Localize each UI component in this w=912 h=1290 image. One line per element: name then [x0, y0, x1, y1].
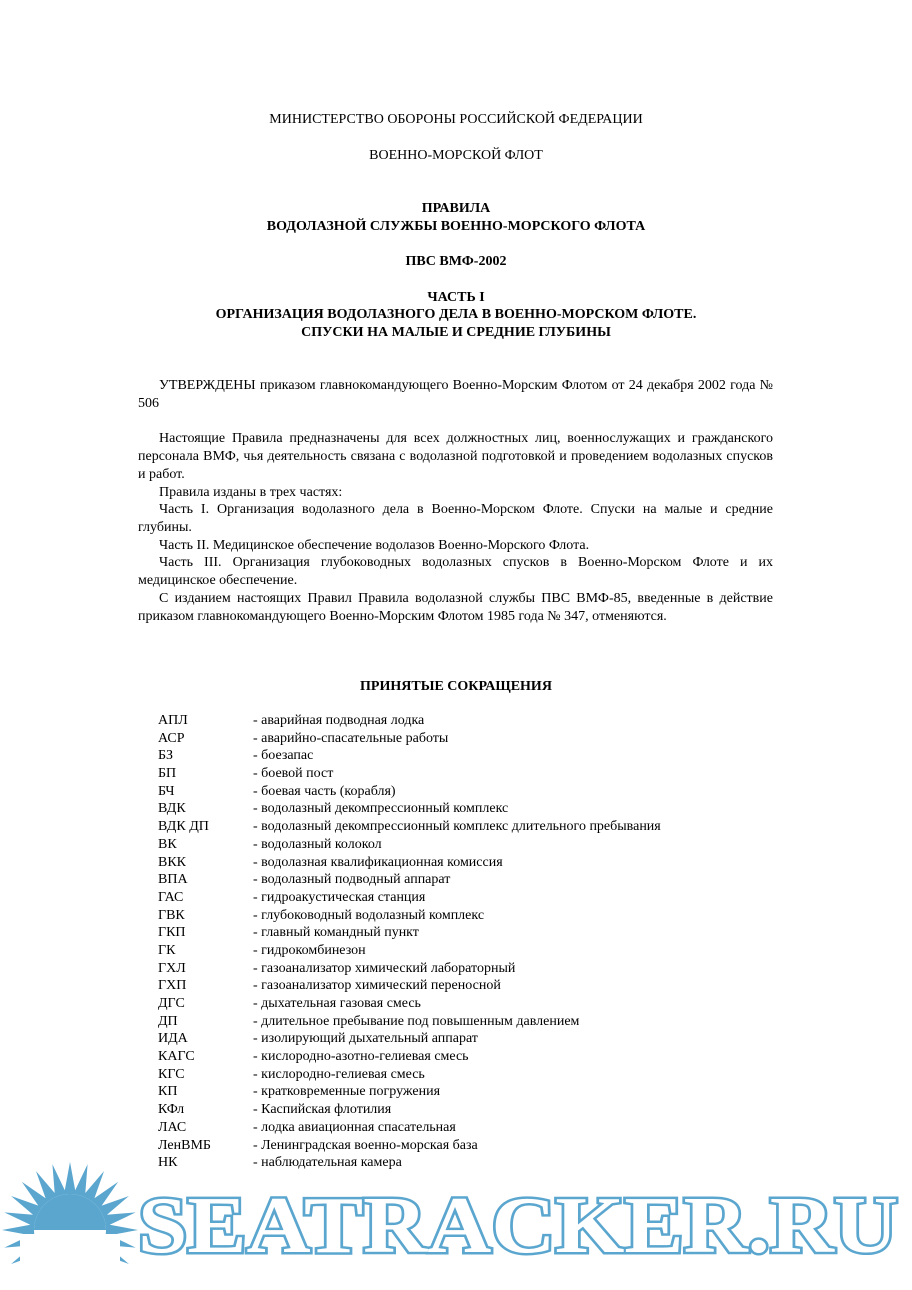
- abbr-def: - Ленинградская военно-морская база: [253, 1137, 478, 1153]
- abbr-key: ГХЛ: [158, 960, 186, 976]
- abbr-key: ВКК: [158, 854, 187, 870]
- ministry-heading: МИНИСТЕРСТВО ОБОРОНЫ РОССИЙСКОЙ ФЕДЕРАЦИИ: [269, 112, 643, 127]
- doc-title-line1: ПРАВИЛА: [421, 201, 491, 216]
- abbr-def: - кислородно-гелиевая смесь: [253, 1066, 425, 1082]
- abbr-def: - боезапас: [253, 748, 314, 764]
- abbr-key: ДП: [158, 1013, 178, 1029]
- abbr-key: ГКП: [158, 925, 186, 941]
- intro-paragraph: Часть II. Медицинское обеспечение водолазов Военно-Морского Флота.: [159, 538, 590, 553]
- list-item: [158, 800, 758, 818]
- abbr-def: - кратковременные погружения: [253, 1084, 441, 1100]
- abbr-key: ВДК: [158, 801, 186, 817]
- abbr-key: ГВК: [158, 907, 185, 923]
- list-item: [158, 1048, 758, 1066]
- part-title-line2: СПУСКИ НА МАЛЫЕ И СРЕДНИЕ ГЛУБИНЫ: [301, 325, 611, 340]
- abbr-key: ВДК ДП: [158, 819, 209, 835]
- abbr-key: КАГС: [158, 1049, 195, 1065]
- list-item: [158, 924, 758, 942]
- list-item: [158, 1030, 758, 1048]
- list-item: [158, 960, 758, 978]
- abbr-key: КГС: [158, 1066, 185, 1082]
- abbr-key: КФл: [158, 1102, 185, 1118]
- watermark-text: SEATRACKER.RU: [138, 1182, 898, 1270]
- approval-paragraph: УТВЕРЖДЕНЫ приказом главнокомандующего Военно-Морским Флотом от 24 декабря 2002 года № 506: [138, 378, 773, 411]
- abbr-key: ГК: [158, 942, 176, 958]
- watermark-logo: [0, 1150, 912, 1290]
- navy-heading: ВОЕННО-МОРСКОЙ ФЛОТ: [369, 148, 543, 163]
- abbr-def: - глубоководный водолазный комплекс: [253, 907, 485, 923]
- abbr-def: - боевая часть (корабля): [253, 783, 396, 799]
- abbreviations-list: [158, 712, 758, 1172]
- abbr-def: - водолазный подводный аппарат: [253, 872, 451, 888]
- abbr-key: БЗ: [158, 748, 174, 764]
- intro-paragraph: С изданием настоящих Правил Правила водолазной службы ПВС ВМФ-85, введенные в действие приказом главнокомандующего Военно-Морским Флотом 1985 года № 347, отменяются.: [138, 591, 773, 624]
- abbr-def: - гидрокомбинезон: [253, 942, 366, 958]
- list-item: [158, 1066, 758, 1084]
- list-item: [158, 1083, 758, 1101]
- list-item: [158, 747, 758, 765]
- abbr-def: - дыхательная газовая смесь: [253, 996, 421, 1011]
- list-item: [158, 730, 758, 748]
- abbr-def: - длительное пребывание под повышенным давлением: [253, 1013, 580, 1029]
- list-item: [158, 907, 758, 925]
- part-label: ЧАСТЬ I: [427, 290, 485, 305]
- abbr-def: - аварийная подводная лодка: [253, 713, 425, 728]
- list-item: [158, 818, 758, 836]
- doc-code: ПВС ВМФ-2002: [405, 254, 507, 269]
- abbr-def: - наблюдательная камера: [253, 1155, 402, 1171]
- abbr-key: ЛАС: [158, 1119, 187, 1135]
- abbr-def: - гидроакустическая станция: [253, 889, 426, 905]
- list-item: [158, 889, 758, 907]
- intro-paragraph: Правила изданы в трех частях:: [159, 485, 343, 500]
- abbr-def: - лодка авиационная спасательная: [253, 1119, 456, 1135]
- part-title-line1: ОРГАНИЗАЦИЯ ВОДОЛАЗНОГО ДЕЛА В ВОЕННО-МОРСКОМ ФЛОТЕ.: [215, 307, 697, 322]
- abbr-def: - газоанализатор химический лабораторный: [253, 960, 516, 976]
- list-item: [158, 942, 758, 960]
- abbr-key: ДГС: [158, 996, 185, 1011]
- abbr-key: КП: [158, 1084, 178, 1100]
- abbr-key: ЛенВМБ: [158, 1137, 211, 1153]
- list-item: [158, 765, 758, 783]
- list-item: [158, 1119, 758, 1137]
- abbr-def: - водолазный колокол: [253, 836, 382, 852]
- intro-paragraph: Часть I. Организация водолазного дела в Военно-Морском Флоте. Спуски на малые и средние глубины.: [138, 502, 773, 535]
- doc-title-line2: ВОДОЛАЗНОЙ СЛУЖБЫ ВОЕННО-МОРСКОГО ФЛОТА: [266, 219, 646, 234]
- list-item: [158, 1013, 758, 1031]
- abbr-key: АСР: [158, 730, 185, 746]
- abbr-def: - водолазная квалификационная комиссия: [253, 854, 503, 870]
- abbr-def: - газоанализатор химический переносной: [253, 978, 501, 994]
- abbr-key: ВПА: [158, 872, 188, 888]
- abbr-key: НК: [158, 1155, 178, 1171]
- abbr-def: - изолирующий дыхательный аппарат: [253, 1031, 478, 1047]
- list-item: [158, 995, 758, 1013]
- abbr-def: - кислородно-азотно-гелиевая смесь: [253, 1049, 469, 1065]
- abbr-def: - водолазный декомпрессионный комплекс: [253, 801, 509, 817]
- abbr-key: ВК: [158, 836, 177, 852]
- sun-icon: [2, 1162, 138, 1290]
- abbr-def: - главный командный пункт: [253, 925, 419, 941]
- abbr-def: - Каспийская флотилия: [253, 1102, 392, 1118]
- abbr-key: ГАС: [158, 889, 184, 905]
- list-item: [158, 712, 758, 730]
- list-item: [158, 783, 758, 801]
- abbr-key: ИДА: [158, 1031, 188, 1047]
- abbr-key: АПЛ: [158, 713, 188, 728]
- list-item: [158, 836, 758, 854]
- intro-paragraph: Часть III. Организация глубоководных водолазных спусков в Военно-Морском Флоте и их медицинское обеспечение.: [138, 555, 773, 588]
- list-item: [158, 977, 758, 995]
- abbr-def: - боевой пост: [253, 766, 334, 782]
- abbr-key: ГХП: [158, 978, 187, 994]
- list-item: [158, 854, 758, 872]
- list-item: [158, 1101, 758, 1119]
- list-item: [158, 871, 758, 889]
- abbr-def: - водолазный декомпрессионный комплекс длительного пребывания: [253, 819, 661, 835]
- intro-paragraph: Настоящие Правила предназначены для всех должностных лиц, военнослужащих и гражданского персонала ВМФ, чья деятельность связана с водолазной подготовкой и проведением водолазных спусков и работ.: [138, 431, 773, 482]
- abbr-def: - аварийно-спасательные работы: [253, 730, 449, 746]
- abbr-key: БЧ: [158, 783, 175, 799]
- abbr-key: БП: [158, 766, 177, 782]
- abbreviations-heading: ПРИНЯТЫЕ СОКРАЩЕНИЯ: [360, 679, 552, 694]
